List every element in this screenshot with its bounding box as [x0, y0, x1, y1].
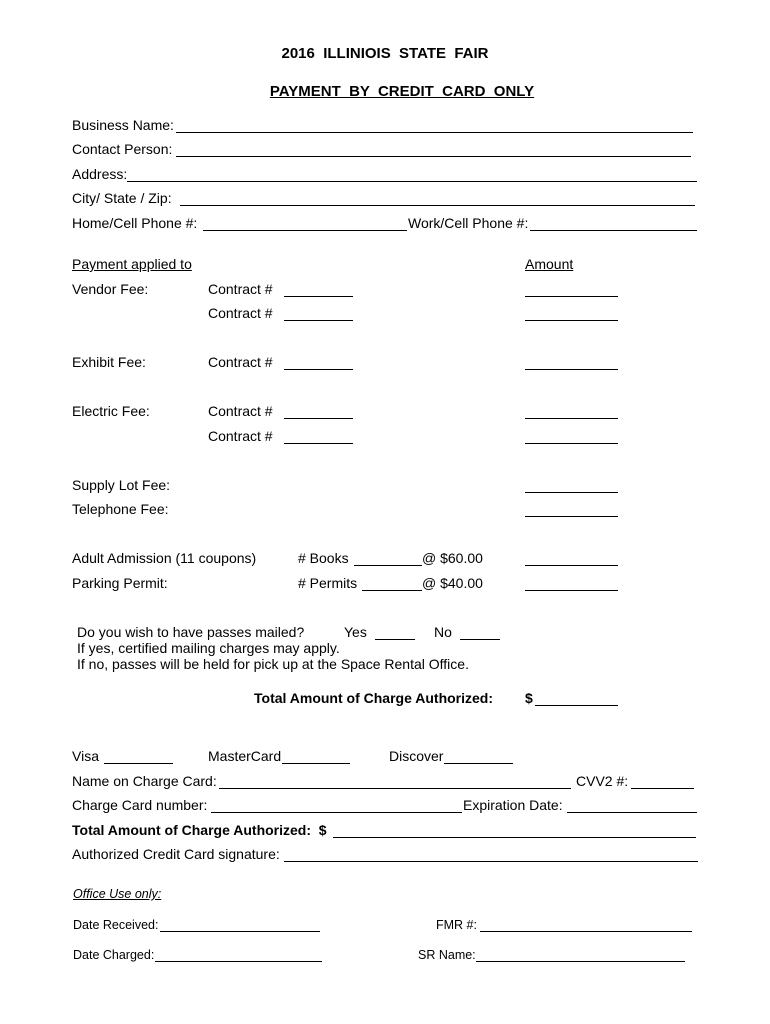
home-cell-phone-label: Home/Cell Phone #:: [72, 215, 198, 231]
parking-permit-amount-field[interactable]: [525, 574, 618, 591]
date-received-field[interactable]: [160, 915, 320, 932]
total-amount-field[interactable]: [535, 689, 618, 706]
books-quantity-field[interactable]: [354, 549, 422, 566]
date-charged-field[interactable]: [155, 945, 322, 962]
card-total-amount-field[interactable]: [333, 821, 696, 838]
vendor-fee-label: Vendor Fee:: [72, 281, 149, 297]
permits-label: # Permits: [298, 575, 358, 591]
passes-no-note: If no, passes will be held for pick up at the Space Rental Office.: [77, 656, 469, 672]
electric-contract-field-2[interactable]: [284, 427, 353, 444]
vendor-contract-field-1[interactable]: [284, 280, 353, 297]
work-cell-phone-field[interactable]: [530, 214, 697, 231]
exhibit-fee-label: Exhibit Fee:: [72, 354, 146, 370]
exhibit-contract-label: Contract #: [208, 354, 273, 370]
office-use-heading: Office Use only:: [73, 887, 162, 901]
passes-question: Do you wish to have passes mailed?: [77, 624, 305, 640]
vendor-contract-label-2: Contract #: [208, 305, 273, 321]
city-state-zip-field[interactable]: [180, 189, 695, 206]
address-label: Address:: [72, 166, 128, 182]
business-name-label: Business Name:: [72, 117, 174, 133]
exhibit-contract-field[interactable]: [284, 353, 353, 370]
vendor-amount-field-1[interactable]: [525, 280, 618, 297]
contact-person-field[interactable]: [176, 140, 691, 157]
adult-admission-amount-field[interactable]: [525, 549, 618, 566]
expiration-date-label: Expiration Date:: [463, 797, 563, 813]
name-on-card-label: Name on Charge Card:: [72, 773, 217, 789]
sr-name-field[interactable]: [476, 945, 685, 962]
permits-quantity-field[interactable]: [362, 574, 422, 591]
books-price: @ $60.00: [422, 550, 483, 566]
electric-contract-field-1[interactable]: [284, 402, 353, 419]
total-currency-symbol: $: [525, 690, 533, 706]
city-state-zip-label: City/ State / Zip:: [72, 190, 172, 206]
fmr-label: FMR #:: [436, 918, 477, 932]
vendor-contract-label-1: Contract #: [208, 281, 273, 297]
mastercard-label: MasterCard: [208, 748, 282, 764]
electric-fee-label: Electric Fee:: [72, 403, 150, 419]
parking-permit-label: Parking Permit:: [72, 575, 168, 591]
adult-admission-label: Adult Admission (11 coupons): [72, 550, 257, 566]
date-received-label: Date Received:: [73, 918, 159, 932]
passes-yes-note: If yes, certified mailing charges may apply.: [77, 640, 340, 656]
telephone-fee-label: Telephone Fee:: [72, 501, 169, 517]
permits-price: @ $40.00: [422, 575, 483, 591]
discover-label: Discover: [389, 748, 444, 764]
books-label: # Books: [298, 550, 349, 566]
contact-person-label: Contact Person:: [72, 141, 173, 157]
sr-name-label: SR Name:: [418, 948, 476, 962]
exhibit-amount-field[interactable]: [525, 353, 618, 370]
electric-amount-field-1[interactable]: [525, 402, 618, 419]
date-charged-label: Date Charged:: [73, 948, 155, 962]
discover-field[interactable]: [444, 747, 513, 764]
address-field[interactable]: [127, 165, 697, 182]
passes-yes-label: Yes: [344, 624, 367, 640]
cvv2-field[interactable]: [631, 772, 694, 789]
payment-applied-to-header: Payment applied to: [72, 256, 192, 272]
name-on-card-field[interactable]: [219, 772, 571, 789]
expiration-date-field[interactable]: [567, 796, 697, 813]
signature-field[interactable]: [284, 845, 698, 862]
cvv2-label: CVV2 #:: [576, 773, 629, 789]
form-subtitle: PAYMENT BY CREDIT CARD ONLY: [269, 83, 535, 100]
supply-lot-fee-label: Supply Lot Fee:: [72, 477, 171, 493]
business-name-field[interactable]: [176, 116, 693, 133]
telephone-amount-field[interactable]: [525, 500, 618, 517]
vendor-amount-field-2[interactable]: [525, 304, 618, 321]
mastercard-field[interactable]: [282, 747, 350, 764]
passes-no-field[interactable]: [460, 623, 500, 640]
card-total-authorized-label: Total Amount of Charge Authorized: $: [72, 822, 327, 838]
vendor-contract-field-2[interactable]: [284, 304, 353, 321]
passes-yes-field[interactable]: [375, 623, 415, 640]
signature-label: Authorized Credit Card signature:: [72, 846, 280, 862]
home-cell-phone-field[interactable]: [203, 214, 407, 231]
work-cell-phone-label: Work/Cell Phone #:: [408, 215, 529, 231]
supply-lot-amount-field[interactable]: [525, 476, 618, 493]
card-number-field[interactable]: [211, 796, 462, 813]
fmr-field[interactable]: [480, 915, 692, 932]
total-authorized-label: Total Amount of Charge Authorized:: [254, 690, 494, 706]
electric-contract-label-2: Contract #: [208, 428, 273, 444]
form-title: 2016 ILLINIOIS STATE FAIR: [281, 45, 489, 62]
amount-header: Amount: [525, 256, 574, 272]
electric-amount-field-2[interactable]: [525, 427, 618, 444]
visa-label: Visa: [72, 748, 99, 764]
visa-field[interactable]: [104, 747, 173, 764]
passes-no-label: No: [434, 624, 452, 640]
electric-contract-label-1: Contract #: [208, 403, 273, 419]
card-number-label: Charge Card number:: [72, 797, 208, 813]
